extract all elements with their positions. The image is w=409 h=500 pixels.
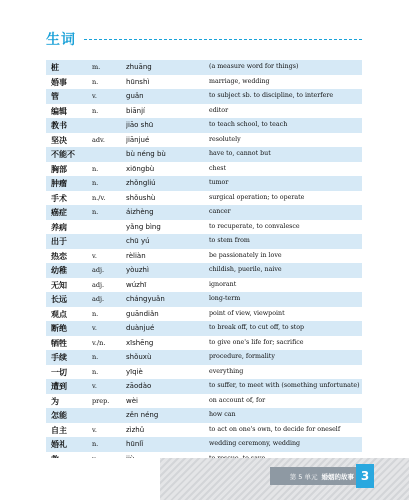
vocab-word: 断绝	[51, 323, 67, 333]
pinyin: áizhèng	[126, 208, 154, 216]
pinyin: yīqiè	[126, 367, 143, 376]
vocab-word: 一切	[51, 366, 67, 377]
vocab-word: 为	[51, 395, 59, 406]
part-of-speech: n.	[92, 440, 99, 448]
vocabulary-table	[46, 60, 362, 466]
vocab-row	[46, 278, 362, 293]
vocab-row	[46, 394, 362, 409]
part-of-speech: v.	[92, 382, 97, 390]
vocab-row	[46, 365, 362, 380]
pinyin: chángyuǎn	[126, 295, 165, 303]
vocab-word: 热恋	[51, 250, 67, 261]
definition: to recuperate, to convalesce	[209, 222, 300, 230]
definition: editor	[209, 106, 229, 114]
pinyin: wúzhī	[126, 280, 147, 289]
definition: to suffer, to meet with (something unfortunate)	[209, 382, 360, 389]
pinyin: zìzhǔ	[126, 425, 145, 434]
pinyin: xīshēng	[126, 338, 154, 347]
pinyin: shǒushù	[126, 193, 156, 202]
vocab-row	[46, 408, 362, 423]
definition: ignorant	[209, 280, 237, 288]
vocab-word: 肿瘤	[51, 178, 67, 188]
vocab-row	[46, 118, 362, 133]
definition: how can	[209, 411, 236, 418]
definition: point of view, viewpoint	[209, 309, 285, 317]
definition: everything	[209, 367, 244, 375]
vocab-row	[46, 234, 362, 249]
footer-unit-bar	[270, 467, 360, 485]
definition: chest	[209, 164, 227, 172]
vocab-word: 自主	[51, 424, 67, 435]
pinyin: chū yú	[126, 237, 150, 245]
definition: be passionately in love	[209, 251, 282, 259]
vocab-row	[46, 336, 362, 351]
definition: have to, cannot but	[209, 150, 271, 157]
vocab-word: 桩	[51, 62, 59, 72]
footer-blank-area	[0, 458, 160, 500]
part-of-speech: adj.	[92, 280, 105, 289]
vocab-word: 手续	[51, 352, 67, 362]
part-of-speech: n./v.	[92, 193, 106, 202]
unit-title: 婚姻的故事	[321, 472, 354, 481]
vocab-row	[46, 60, 362, 75]
pinyin: bù néng bù	[126, 150, 166, 158]
header-divider	[84, 39, 362, 40]
pinyin: jiāo shū	[126, 121, 154, 129]
vocab-word: 牺牲	[51, 337, 67, 348]
vocab-row	[46, 350, 362, 365]
vocab-row	[46, 89, 362, 104]
unit-label: 第 5 单元	[289, 472, 318, 481]
pinyin: yǎng bìng	[126, 222, 161, 231]
vocab-row	[46, 176, 362, 191]
part-of-speech: n.	[92, 367, 99, 376]
part-of-speech: n.	[92, 77, 99, 86]
part-of-speech: v.	[92, 425, 97, 434]
vocab-word: 观点	[51, 308, 67, 319]
definition: procedure, formality	[209, 353, 275, 360]
part-of-speech: v.	[92, 251, 97, 260]
part-of-speech: n.	[92, 164, 99, 173]
vocab-row	[46, 292, 362, 307]
vocab-row	[46, 379, 362, 394]
vocab-row	[46, 162, 362, 177]
vocab-row	[46, 220, 362, 235]
vocab-word: 胸部	[51, 163, 67, 174]
vocab-row	[46, 104, 362, 119]
section-title: 生词	[46, 32, 76, 48]
vocab-row	[46, 321, 362, 336]
vocab-word: 长远	[51, 294, 67, 304]
vocab-row	[46, 75, 362, 90]
definition: childish, puerile, naive	[209, 266, 282, 273]
vocab-row	[46, 307, 362, 322]
pinyin: zāodào	[126, 382, 152, 390]
part-of-speech: n.	[92, 353, 99, 361]
definition: (a measure word for things)	[209, 63, 299, 70]
page-number: 3	[356, 464, 374, 488]
vocab-word: 怎能	[51, 410, 67, 420]
definition: resolutely	[209, 135, 241, 143]
pinyin: xiōngbù	[126, 164, 155, 173]
vocab-word: 编辑	[51, 105, 67, 116]
definition: long-term	[209, 295, 241, 302]
pinyin: shǒuxù	[126, 353, 152, 361]
definition: to give one's life for; sacrifice	[209, 338, 304, 346]
part-of-speech: n.	[92, 208, 99, 216]
vocab-row	[46, 147, 362, 162]
definition: cancer	[209, 208, 231, 215]
pinyin: zhǒngliú	[126, 179, 156, 187]
vocab-word: 教书	[51, 120, 67, 130]
pinyin: jiānjué	[126, 135, 150, 144]
vocab-row	[46, 205, 362, 220]
part-of-speech: prep.	[92, 396, 110, 405]
definition: to subject sb. to discipline, to interfere	[209, 92, 334, 99]
pinyin: wèi	[126, 396, 138, 405]
definition: to teach school, to teach	[209, 121, 288, 128]
definition: surgical operation; to operate	[209, 193, 305, 201]
part-of-speech: n.	[92, 309, 99, 318]
part-of-speech: v.	[92, 324, 97, 332]
section-header	[46, 28, 362, 50]
pinyin: duànjué	[126, 324, 155, 332]
vocab-word: 管	[51, 91, 59, 101]
vocab-word: 癌症	[51, 207, 67, 217]
vocab-word: 无知	[51, 279, 67, 290]
vocab-word: 幼稚	[51, 265, 67, 275]
vocab-word: 手术	[51, 192, 67, 203]
definition: to break off, to cut off, to stop	[209, 324, 305, 331]
part-of-speech: n.	[92, 179, 99, 187]
pinyin: yòuzhì	[126, 266, 149, 274]
pinyin: hūnshì	[126, 77, 150, 86]
pinyin: guǎn	[126, 92, 144, 100]
part-of-speech: n.	[92, 106, 99, 115]
pinyin: hūnlǐ	[126, 440, 144, 448]
definition: wedding ceremony, wedding	[209, 440, 301, 447]
part-of-speech: m.	[92, 63, 101, 71]
definition: tumor	[209, 179, 229, 186]
vocab-word: 养病	[51, 221, 67, 232]
pinyin: rèliàn	[126, 251, 146, 260]
vocab-word: 遭到	[51, 381, 67, 391]
pinyin: zěn néng	[126, 411, 159, 419]
vocab-row	[46, 263, 362, 278]
vocab-word: 出于	[51, 236, 67, 246]
part-of-speech: v./n.	[92, 338, 106, 347]
definition: marriage, wedding	[209, 77, 270, 85]
part-of-speech: adv.	[92, 135, 106, 144]
part-of-speech: v.	[92, 92, 97, 100]
vocab-word: 坚决	[51, 134, 67, 145]
part-of-speech: adj.	[92, 266, 105, 274]
pinyin: biānjí	[126, 106, 146, 115]
pinyin: zhuāng	[126, 63, 152, 71]
definition: on account of, for	[209, 396, 266, 404]
definition: to stem from	[209, 237, 250, 244]
vocab-row	[46, 191, 362, 206]
vocab-word: 婚事	[51, 76, 67, 87]
vocab-word: 不能不	[51, 149, 75, 159]
pinyin: guāndiǎn	[126, 309, 159, 318]
part-of-speech: adj.	[92, 295, 105, 303]
vocab-row	[46, 249, 362, 264]
definition: to act on one's own, to decide for oneself	[209, 425, 341, 433]
vocab-row	[46, 133, 362, 148]
vocab-word: 婚礼	[51, 439, 67, 449]
vocab-row	[46, 437, 362, 452]
vocab-row	[46, 423, 362, 438]
